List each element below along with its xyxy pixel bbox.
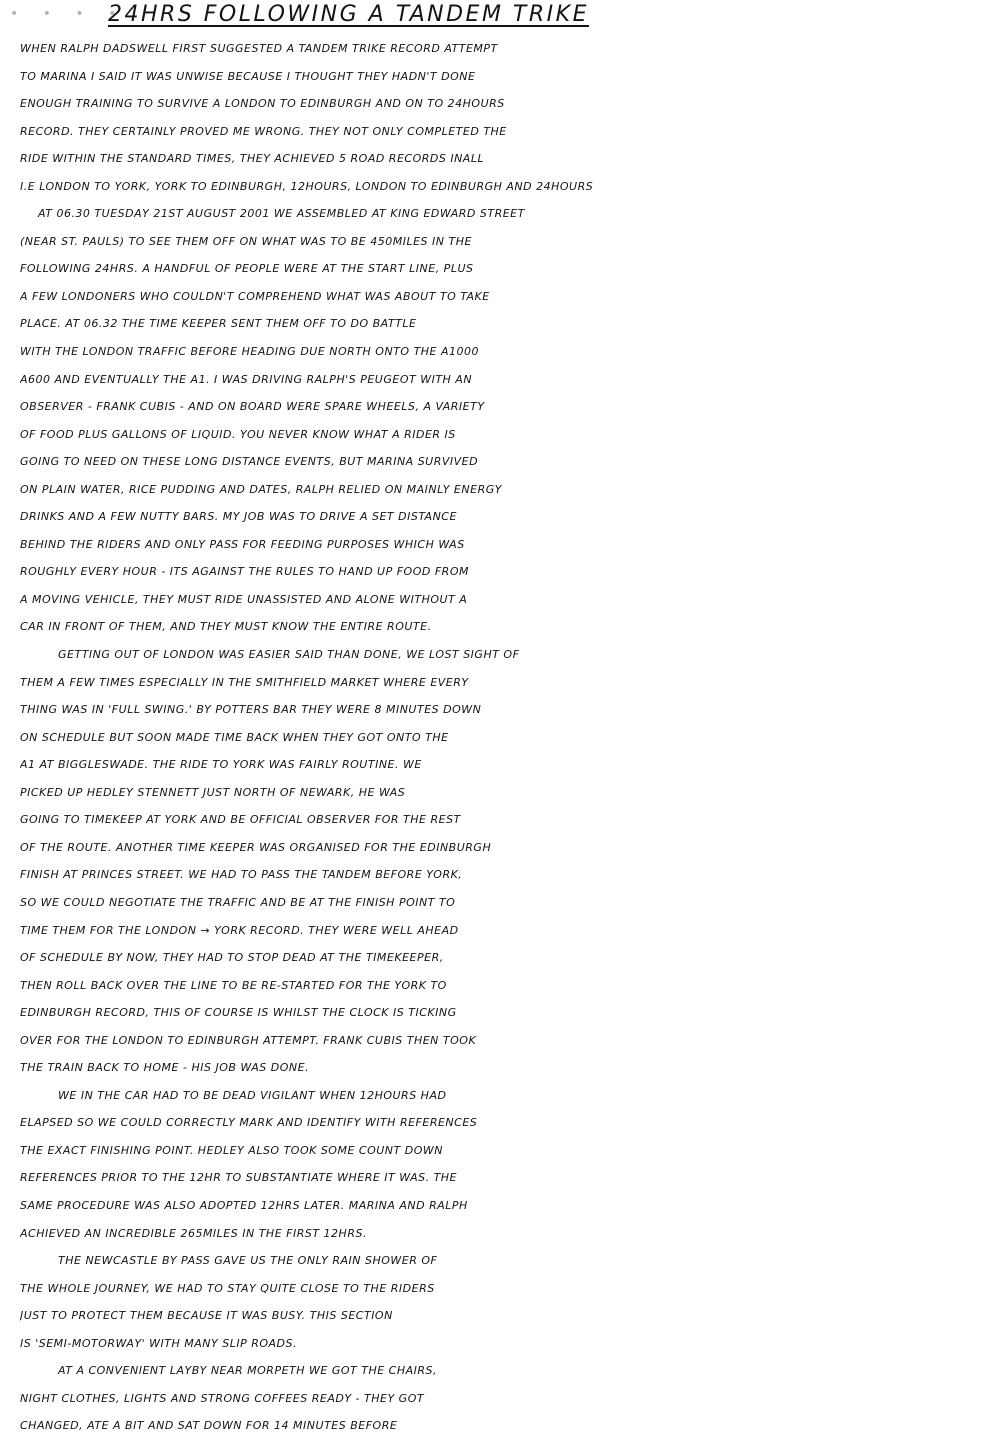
text-line: REFERENCES PRIOR TO THE 12HR TO SUBSTANTIATE WHERE IT WAS. THE	[20, 1171, 458, 1185]
text-line: A MOVING VEHICLE, THEY MUST RIDE UNASSISTED AND ALONE WITHOUT A	[20, 592, 468, 606]
text-line: GOING TO TIMEKEEP AT YORK AND BE OFFICIAL OBSERVER FOR THE REST	[20, 813, 461, 827]
text-line: BEHIND THE RIDERS AND ONLY PASS FOR FEEDING PURPOSES WHICH WAS	[20, 537, 465, 551]
text-line: OVER FOR THE LONDON TO EDINBURGH ATTEMPT. FRANK CUBIS THEN TOOK	[20, 1033, 477, 1047]
text-line: RIDE WITHIN THE STANDARD TIMES, THEY ACHIEVED 5 ROAD RECORDS INALL	[20, 152, 485, 166]
text-line: OF FOOD PLUS GALLONS OF LIQUID. YOU NEVER KNOW WHAT A RIDER IS	[20, 427, 456, 441]
text-line: THE WHOLE JOURNEY, WE HAD TO STAY QUITE CLOSE TO THE RIDERS	[20, 1281, 435, 1295]
text-line: OF SCHEDULE BY NOW, THEY HAD TO STOP DEAD AT THE TIMEKEEPER,	[20, 951, 444, 965]
text-line: I.E LONDON TO YORK, YORK TO EDINBURGH, 12HOURS, LONDON TO EDINBURGH AND 24HOURS	[20, 179, 594, 193]
text-line: THE EXACT FINISHING POINT. HEDLEY ALSO TOOK SOME COUNT DOWN	[20, 1143, 443, 1157]
text-line: GOING TO NEED ON THESE LONG DISTANCE EVENTS, BUT MARINA SURVIVED	[20, 455, 479, 469]
text-line: OF THE ROUTE. ANOTHER TIME KEEPER WAS ORGANISED FOR THE EDINBURGH	[20, 840, 492, 854]
text-line: (NEAR ST. PAULS) TO SEE THEM OFF ON WHAT WAS TO BE 450MILES IN THE	[20, 234, 472, 248]
text-line: THEM A FEW TIMES ESPECIALLY IN THE SMITHFIELD MARKET WHERE EVERY	[20, 675, 469, 689]
text-line: WE IN THE CAR HAD TO BE DEAD VIGILANT WHEN 12HOURS HAD	[58, 1088, 447, 1102]
text-line: TO MARINA I SAID IT WAS UNWISE BECAUSE I THOUGHT THEY HADN'T DONE	[20, 69, 476, 83]
text-line: WHEN RALPH DADSWELL FIRST SUGGESTED A TANDEM TRIKE RECORD ATTEMPT	[20, 42, 498, 55]
text-line: EDINBURGH RECORD, THIS OF COURSE IS WHILST THE CLOCK IS TICKING	[20, 1006, 457, 1020]
page-title: 24HRS FOLLOWING A TANDEM TRIKE	[108, 2, 589, 27]
text-line: NIGHT CLOTHES, LIGHTS AND STRONG COFFEES READY - THEY GOT	[20, 1391, 425, 1405]
text-line: PICKED UP HEDLEY STENNETT JUST NORTH OF NEWARK, HE WAS	[20, 785, 406, 799]
text-line: ON PLAIN WATER, RICE PUDDING AND DATES, RALPH RELIED ON MAINLY ENERGY	[20, 482, 502, 496]
margin-scan-marks: • • • •	[10, 6, 127, 22]
text-line: IS 'SEMI-MOTORWAY' WITH MANY SLIP ROADS.	[20, 1336, 297, 1350]
text-line: CHANGED, ATE A BIT AND SAT DOWN FOR 14 MINUTES BEFORE	[20, 1419, 398, 1433]
handwritten-body-text	[20, 35, 985, 1440]
text-line: ON SCHEDULE BUT SOON MADE TIME BACK WHEN THEY GOT ONTO THE	[20, 730, 449, 744]
text-line: OBSERVER - FRANK CUBIS - AND ON BOARD WERE SPARE WHEELS, A VARIETY	[20, 400, 485, 414]
text-line: DRINKS AND A FEW NUTTY BARS. MY JOB WAS TO DRIVE A SET DISTANCE	[20, 510, 457, 524]
text-line: AT 06.30 TUESDAY 21ST AUGUST 2001 WE ASSEMBLED AT KING EDWARD STREET	[38, 207, 525, 221]
text-line: A600 AND EVENTUALLY THE A1. I WAS DRIVING RALPH'S PEUGEOT WITH AN	[20, 372, 473, 386]
text-line: THING WAS IN 'FULL SWING.' BY POTTERS BAR THEY WERE 8 MINUTES DOWN	[20, 703, 482, 717]
text-line: A1 AT BIGGLESWADE. THE RIDE TO YORK WAS FAIRLY ROUTINE. WE	[20, 758, 422, 772]
text-line: TIME THEM FOR THE LONDON → YORK RECORD. THEY WERE WELL AHEAD	[20, 923, 459, 937]
text-line: PLACE. AT 06.32 THE TIME KEEPER SENT THEM OFF TO DO BATTLE	[20, 317, 417, 331]
text-line: THE TRAIN BACK TO HOME - HIS JOB WAS DONE.	[20, 1061, 310, 1075]
text-line: FINISH AT PRINCES STREET. WE HAD TO PASS THE TANDEM BEFORE YORK,	[20, 868, 463, 882]
text-line: SO WE COULD NEGOTIATE THE TRAFFIC AND BE AT THE FINISH POINT TO	[20, 895, 456, 909]
text-line: FOLLOWING 24HRS. A HANDFUL OF PEOPLE WERE AT THE START LINE, PLUS	[20, 262, 474, 276]
text-line: WITH THE LONDON TRAFFIC BEFORE HEADING DUE NORTH ONTO THE A1000	[20, 345, 480, 359]
text-line: THEN ROLL BACK OVER THE LINE TO BE RE-STARTED FOR THE YORK TO	[20, 978, 447, 992]
text-line: CAR IN FRONT OF THEM, AND THEY MUST KNOW THE ENTIRE ROUTE.	[20, 620, 432, 634]
text-line: ELAPSED SO WE COULD CORRECTLY MARK AND IDENTIFY WITH REFERENCES	[20, 1116, 478, 1130]
text-line: ROUGHLY EVERY HOUR - ITS AGAINST THE RULES TO HAND UP FOOD FROM	[20, 565, 469, 579]
text-line: GETTING OUT OF LONDON WAS EASIER SAID THAN DONE, WE LOST SIGHT OF	[58, 648, 520, 662]
text-line: AT A CONVENIENT LAYBY NEAR MORPETH WE GOT THE CHAIRS,	[58, 1364, 438, 1378]
text-line: ACHIEVED AN INCREDIBLE 265MILES IN THE FIRST 12HRS.	[20, 1226, 367, 1240]
text-line: ENOUGH TRAINING TO SURVIVE A LONDON TO EDINBURGH AND ON TO 24HOURS	[20, 97, 505, 111]
text-line: RECORD. THEY CERTAINLY PROVED ME WRONG. THEY NOT ONLY COMPLETED THE	[20, 124, 507, 138]
text-line: A FEW LONDONERS WHO COULDN'T COMPREHEND WHAT WAS ABOUT TO TAKE	[20, 289, 490, 303]
text-line: THE NEWCASTLE BY PASS GAVE US THE ONLY RAIN SHOWER OF	[58, 1254, 438, 1268]
text-line: SAME PROCEDURE WAS ALSO ADOPTED 12HRS LATER. MARINA AND RALPH	[20, 1198, 468, 1212]
text-line: JUST TO PROTECT THEM BECAUSE IT WAS BUSY. THIS SECTION	[20, 1309, 393, 1323]
